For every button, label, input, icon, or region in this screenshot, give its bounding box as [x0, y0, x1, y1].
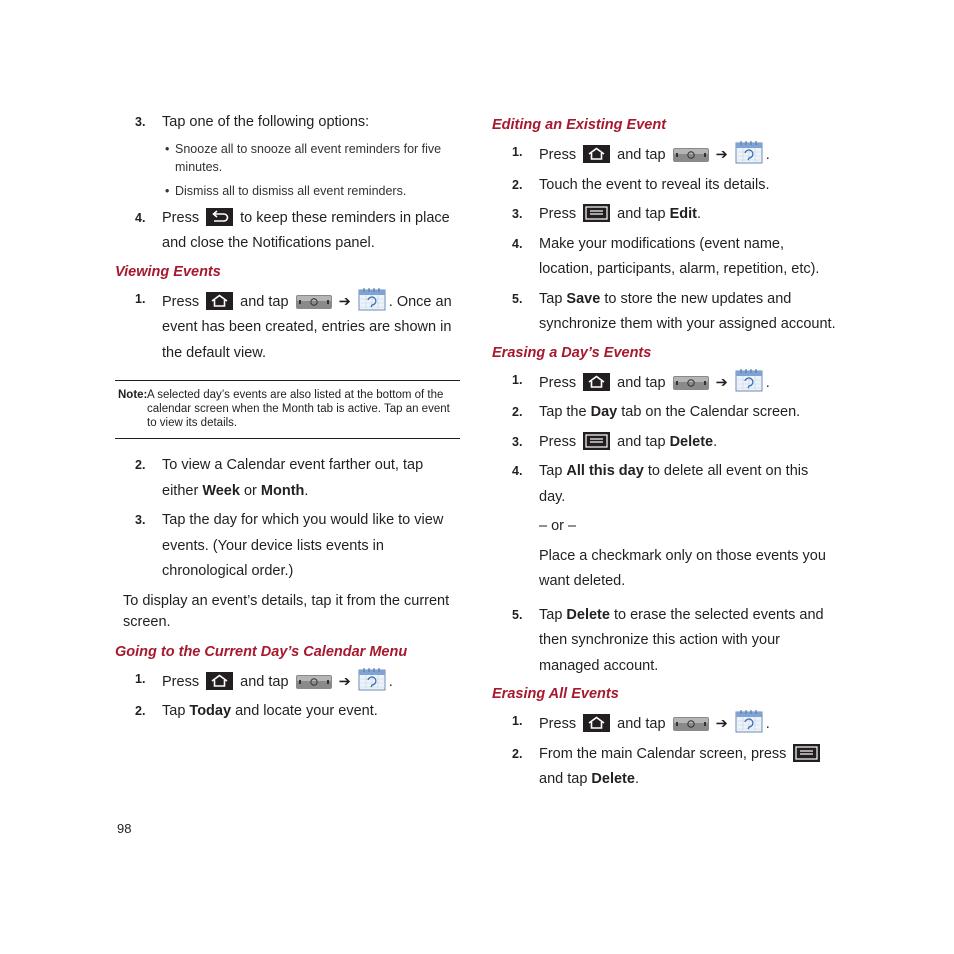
bullet-mark: •: [165, 183, 170, 198]
step-text: and tap: [617, 716, 666, 732]
paragraph-display-details: To display an event’s details, tap it from the current screen.: [123, 592, 450, 630]
step-text: to keep these reminders in place and close the Notifications panel.: [162, 209, 450, 251]
erasing-day-step-3: [492, 430, 837, 456]
step-text: .: [634, 771, 639, 787]
viewing-step-1: [115, 287, 460, 367]
applications-icon: [673, 147, 709, 163]
section-heading-viewing-events: Viewing Events: [115, 263, 221, 280]
step-text: Press: [539, 374, 577, 391]
step-text: . Once an event has been created, entries are shown in the default view.: [162, 293, 452, 361]
calendar-icon: [358, 667, 386, 691]
erasing-day-step-5: [492, 603, 837, 680]
section-heading-erasing-day: Erasing a Day’s Events: [492, 344, 652, 361]
step-text: Press: [539, 716, 577, 732]
home-key-icon: [583, 373, 610, 391]
step-4: [115, 206, 460, 257]
step-text: and tap: [240, 293, 289, 310]
home-key-icon: [206, 292, 233, 310]
step-number: 3.: [135, 513, 146, 527]
step-number: 1.: [512, 145, 523, 159]
erasing-all-step-2: [492, 742, 837, 793]
section-heading-editing: Editing an Existing Event: [492, 117, 667, 133]
step-text: and locate your event.: [235, 703, 378, 719]
calendar-icon: [735, 709, 763, 733]
editing-step-2: [492, 173, 837, 199]
step-text: .: [765, 716, 770, 732]
arrow-icon: ➔: [338, 673, 351, 690]
erasing-day-step-4: [492, 459, 837, 510]
step-text: to store the new updates and synchronize them with your assigned account.: [539, 290, 836, 332]
save-term: Save: [566, 290, 601, 307]
step-text: From the main Calendar screen, press: [539, 745, 787, 762]
step-text: Tap the: [539, 404, 587, 420]
editing-step-5: [492, 287, 837, 338]
bullet-dismiss: [115, 182, 460, 200]
viewing-step-3: [115, 508, 460, 585]
step-number: 1.: [512, 372, 523, 387]
or-separator: – or –: [539, 518, 577, 534]
month-term: Month: [260, 482, 305, 499]
calendar-icon: [735, 140, 763, 164]
going-step-1: [115, 667, 460, 696]
editing-step-3: [492, 202, 837, 228]
week-term: Week: [202, 482, 240, 499]
back-key-icon: [206, 208, 233, 226]
step-text: Touch the event to reveal its details.: [539, 176, 770, 193]
step-text: and tap: [617, 433, 666, 450]
step-number: 2.: [512, 746, 523, 761]
step-number: 5.: [512, 607, 523, 622]
step-text: .: [765, 147, 770, 163]
calendar-icon: [358, 287, 386, 311]
step-text: .: [713, 433, 718, 450]
alternative-text: Place a checkmark only on those events you want deleted.: [539, 547, 826, 589]
step-text: .: [304, 482, 309, 499]
step-number: 2.: [512, 177, 523, 192]
step-number: 3.: [512, 207, 523, 221]
editing-step-1: [492, 140, 837, 169]
note-text: A selected day’s events are also listed at the bottom of the calendar screen when the Month tab is active. Tap an event to view its details.: [147, 389, 450, 429]
step-number: 3.: [512, 434, 523, 449]
step-number: 2.: [135, 458, 146, 472]
step-text: Press: [162, 209, 200, 226]
editing-step-4: [492, 232, 837, 283]
step-text: and tap: [539, 771, 588, 787]
step-number: 1.: [512, 714, 523, 728]
erasing-day-step-2: [492, 400, 837, 426]
step-number: 4.: [512, 236, 523, 251]
step-text: Press: [162, 293, 200, 310]
note-label: Note:: [118, 389, 148, 401]
step-text: Make your modifications (event name, location, participants, alarm, repetition, etc).: [539, 235, 820, 277]
home-key-icon: [206, 672, 233, 690]
applications-icon: [673, 375, 709, 391]
step-text: to erase the selected events and then synchronize this action with your managed account.: [539, 606, 824, 674]
step-number: 1.: [135, 671, 146, 686]
step-text: .: [696, 206, 701, 222]
applications-icon: [296, 674, 332, 690]
note-box: [115, 380, 460, 439]
section-heading-erasing-all: Erasing All Events: [492, 686, 619, 702]
step-text: Tap: [162, 703, 186, 719]
step-number: 1.: [135, 291, 146, 306]
step-text: Tap: [539, 463, 563, 479]
applications-icon: [296, 294, 332, 310]
step-text: or: [243, 482, 257, 499]
erasing-day-step-1: [492, 368, 837, 397]
section-heading-current-day: Going to the Current Day’s Calendar Menu: [115, 643, 408, 660]
step-text: Tap the day for which you would like to view events. (Your device lists events in chronological order.): [162, 512, 444, 579]
step-text: Tap: [539, 606, 563, 623]
menu-key-icon: [793, 744, 820, 762]
menu-key-icon: [583, 204, 610, 222]
edit-term: Edit: [669, 206, 697, 222]
step-number: 4.: [512, 464, 523, 478]
step-text: and tap: [617, 147, 666, 163]
step-text: Press: [162, 673, 200, 690]
step-text: and tap: [617, 206, 666, 222]
bullet-snooze: [115, 140, 460, 176]
step-text: tab on the Calendar screen.: [621, 404, 801, 420]
page-number: 98: [117, 821, 132, 836]
step-text: Press: [539, 206, 577, 222]
step-text: and tap: [617, 374, 666, 391]
arrow-icon: ➔: [715, 147, 728, 163]
step-3: [115, 110, 460, 136]
step-number: 5.: [512, 291, 523, 306]
step-text: .: [388, 673, 393, 690]
bullet-mark: •: [165, 141, 170, 156]
bullet-text: Snooze all to snooze all event reminders for five minutes.: [175, 141, 442, 174]
step-text: To view a Calendar event farther out, tap either: [162, 457, 424, 499]
step-number: 4.: [135, 210, 146, 225]
menu-key-icon: [583, 432, 610, 450]
right-column: [492, 110, 837, 797]
step-text: Press: [539, 147, 577, 163]
left-column: [115, 110, 460, 729]
arrow-icon: ➔: [715, 716, 728, 732]
arrow-icon: ➔: [715, 374, 728, 391]
arrow-icon: ➔: [338, 293, 351, 310]
step-text: .: [765, 374, 770, 391]
going-step-2: [115, 699, 460, 725]
home-key-icon: [583, 714, 610, 732]
all-this-day-term: All this day: [566, 463, 644, 479]
viewing-step-2: [115, 453, 460, 504]
delete-term: Delete: [566, 606, 610, 623]
erasing-all-step-1: [492, 709, 837, 738]
calendar-icon: [735, 368, 763, 392]
applications-icon: [673, 716, 709, 732]
step-text: Tap: [539, 290, 563, 307]
step-number: 2.: [512, 405, 523, 419]
delete-term: Delete: [669, 433, 714, 450]
bullet-text: Dismiss all to dismiss all event reminders.: [175, 183, 407, 198]
step-number: 3.: [135, 115, 146, 129]
delete-term: Delete: [591, 771, 635, 787]
step-number: 2.: [135, 704, 146, 718]
step-text: and tap: [240, 673, 289, 690]
home-key-icon: [583, 145, 610, 163]
step-text: Tap one of the following options:: [162, 114, 370, 130]
today-term: Today: [189, 703, 232, 719]
day-term: Day: [590, 404, 618, 420]
step-text: to delete all event on this day.: [539, 463, 809, 505]
step-text: Press: [539, 433, 577, 450]
